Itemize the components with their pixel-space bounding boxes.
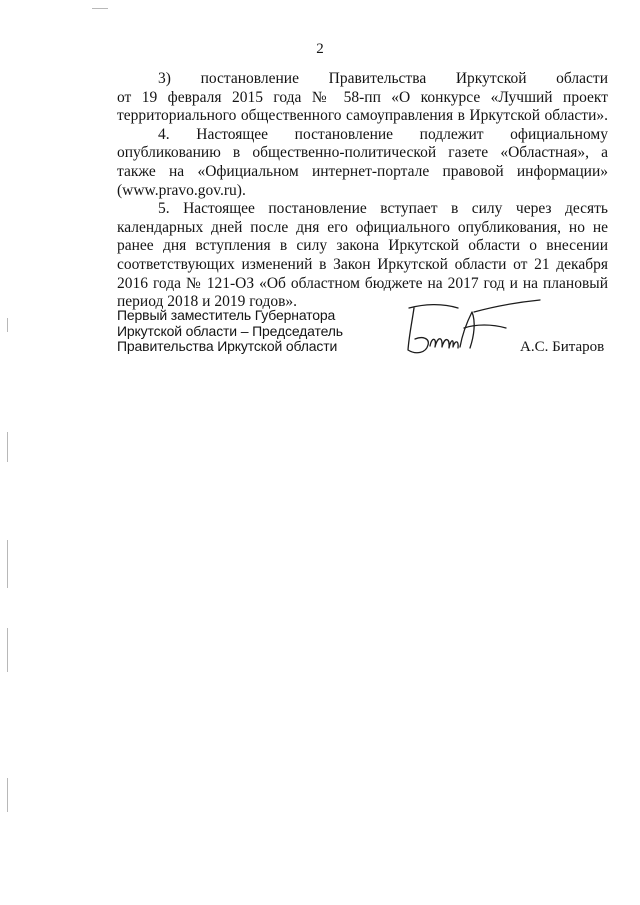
scan-artifact	[7, 318, 8, 332]
scan-artifact	[7, 540, 8, 588]
signatory-name: А.С. Битаров	[520, 339, 605, 355]
paragraph-item-3	[117, 70, 608, 126]
signature-stroke	[409, 305, 458, 308]
signature-stroke	[430, 339, 458, 348]
signature-stroke	[408, 308, 428, 353]
signatory-position-line: Иркутской области – Председатель	[117, 322, 343, 339]
page-number: 2	[316, 41, 324, 57]
scan-artifact	[92, 8, 108, 9]
signatory-position-line: Первый заместитель Губернатора	[117, 307, 336, 323]
paragraph-item-3-continuation: от 19 февраля 2015 года № 58-пп «О конкурсе «Лучший проект территориального общественного самоуправления в Иркутской области».	[117, 88, 608, 125]
paragraph-item-3-first-line: 3) постановление Правительства Иркутской области	[158, 70, 608, 87]
signatory-position-line: Правительства Иркутской области	[117, 338, 338, 354]
signature-stroke	[474, 300, 540, 312]
signature-stroke	[464, 325, 506, 328]
paragraph-4: 4. Настоящее постановление подлежит официальному опубликованию в общественно-политической газете «Областная», а также на «Официальном интернет-портале правовой информации» (www.pravo.gov.ru).	[117, 125, 608, 199]
signature-stroke	[460, 312, 474, 348]
paragraph-5: 5. Настоящее постановление вступает в силу через десять календарных дней после дня его официального опубликования, но не ранее дня вступления в силу закона Иркутской области о внесении соответствующих изменений в Закон Иркутской области от 21 декабря 2016 года № 121-ОЗ «Об областном бюджете на 2017 год и на плановый период 2018 и 2019 годов».	[117, 200, 608, 311]
scan-artifact	[7, 628, 8, 672]
signatory-position	[117, 308, 343, 355]
scan-artifact	[7, 778, 8, 812]
scan-artifact	[7, 432, 8, 462]
document-body	[117, 70, 608, 312]
